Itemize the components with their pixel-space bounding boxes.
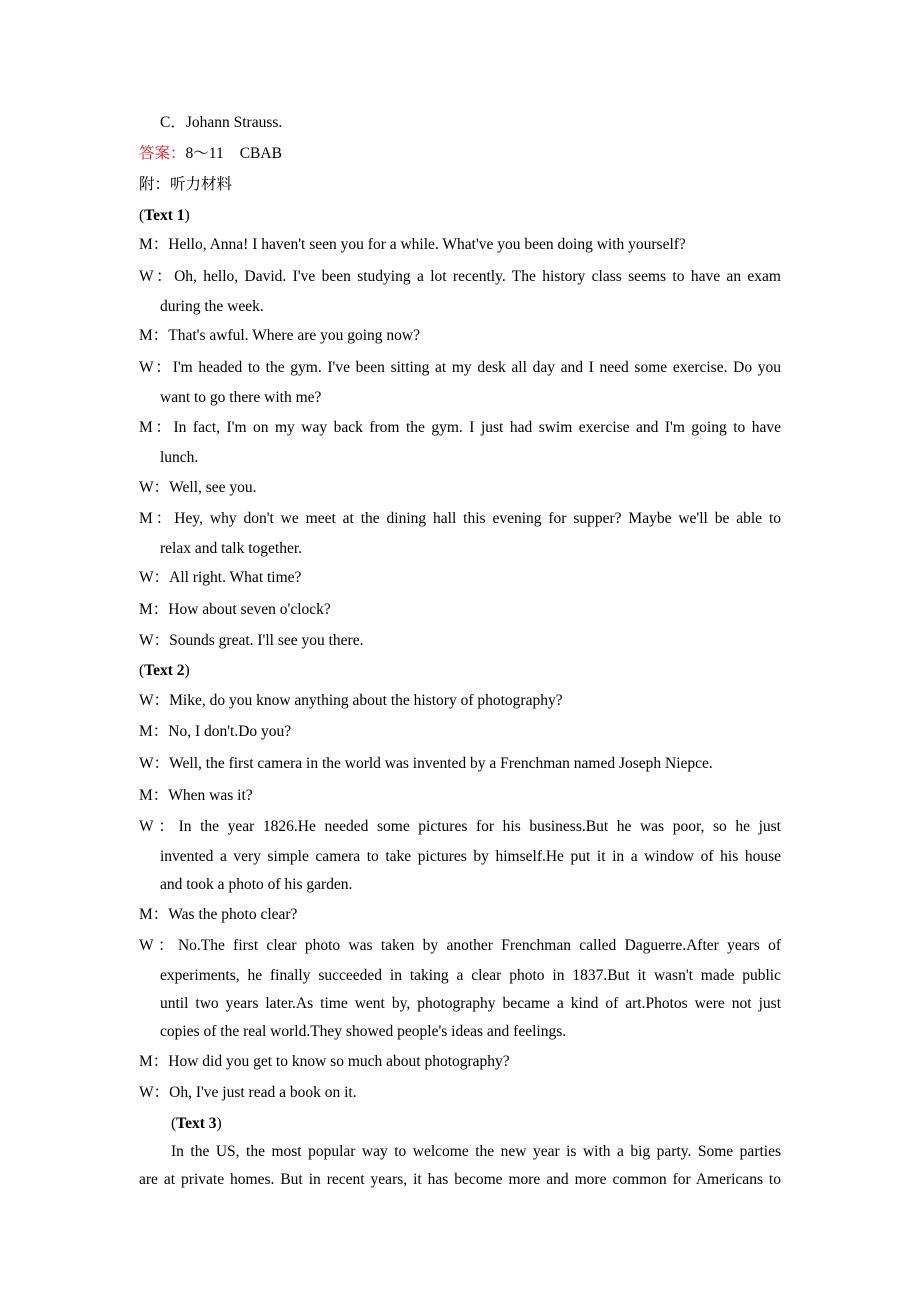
answer-line bbox=[139, 144, 282, 164]
dialogue-line: M：How about seven o'clock? bbox=[139, 601, 331, 618]
dialogue-line: M：Was the photo clear? bbox=[139, 906, 298, 923]
dialogue-line: M：How did you get to know so much about photography? bbox=[139, 1053, 510, 1070]
dialogue-line: W：Sounds great. I'll see you there. bbox=[139, 632, 364, 649]
text2-heading: (Text 2) bbox=[139, 662, 190, 679]
dialogue-line: W：All right. What time? bbox=[139, 569, 302, 586]
dialogue-continuation: during the week. bbox=[160, 298, 264, 315]
appendix-title: 附：听力材料 bbox=[139, 176, 233, 193]
dialogue-continuation: until two years later.As time went by, photography became a kind of art.Photos were not just bbox=[160, 995, 781, 1012]
dialogue-line: W：No.The first clear photo was taken by another Frenchman called Daguerre.After years of bbox=[139, 937, 781, 954]
dialogue-continuation: experiments, he finally succeeded in taking a clear photo in 1837.But it wasn't made public bbox=[160, 967, 781, 984]
dialogue-line: M：When was it? bbox=[139, 787, 253, 804]
dialogue-line: W：Mike, do you know anything about the history of photography? bbox=[139, 692, 563, 709]
text3-heading-label: Text 3 bbox=[176, 1115, 217, 1132]
text3-heading: (Text 3) bbox=[171, 1115, 222, 1132]
option-c: C．Johann Strauss. bbox=[160, 114, 283, 131]
text2-heading-label: Text 2 bbox=[144, 662, 185, 679]
dialogue-continuation: want to go there with me? bbox=[160, 389, 322, 406]
answer-label: 答案： bbox=[139, 145, 186, 162]
dialogue-line: W：Well, the first camera in the world was invented by a Frenchman named Joseph Niepce. bbox=[139, 755, 713, 772]
dialogue-line: M：In fact, I'm on my way back from the gym. I just had swim exercise and I'm going to have bbox=[139, 419, 781, 436]
dialogue-continuation: copies of the real world.They showed people's ideas and feelings. bbox=[160, 1023, 567, 1040]
dialogue-line: W：I'm headed to the gym. I've been sitting at my desk all day and I need some exercise. Do you bbox=[139, 359, 781, 376]
dialogue-line: M：That's awful. Where are you going now? bbox=[139, 327, 420, 344]
text1-heading: (Text 1) bbox=[139, 207, 190, 224]
dialogue-line: M：Hey, why don't we meet at the dining hall this evening for supper? Maybe we'll be able to bbox=[139, 510, 781, 527]
dialogue-line: W：In the year 1826.He needed some pictures for his business.But he was poor, so he just bbox=[139, 818, 781, 835]
answer-range: 8～11 bbox=[185, 145, 224, 162]
dialogue-continuation: lunch. bbox=[160, 449, 199, 466]
passage-line: In the US, the most popular way to welcome the new year is with a big party. Some parties bbox=[171, 1143, 781, 1160]
dialogue-continuation: relax and talk together. bbox=[160, 540, 303, 557]
dialogue-line: W：Well, see you. bbox=[139, 479, 257, 496]
passage-line: are at private homes. But in recent years, it has become more and more common for Americans to bbox=[139, 1171, 781, 1188]
dialogue-line: M：Hello, Anna! I haven't seen you for a while. What've you been doing with yourself? bbox=[139, 236, 686, 253]
dialogue-continuation: and took a photo of his garden. bbox=[160, 876, 353, 893]
dialogue-line: M：No, I don't.Do you? bbox=[139, 723, 292, 740]
dialogue-line: W：Oh, I've just read a book on it. bbox=[139, 1084, 357, 1101]
answer-letters: CBAB bbox=[239, 145, 282, 162]
dialogue-continuation: invented a very simple camera to take pictures by himself.He put it in a window of his house bbox=[160, 848, 781, 865]
text1-heading-label: Text 1 bbox=[144, 207, 185, 224]
dialogue-line: W：Oh, hello, David. I've been studying a lot recently. The history class seems to have an exam bbox=[139, 268, 781, 285]
